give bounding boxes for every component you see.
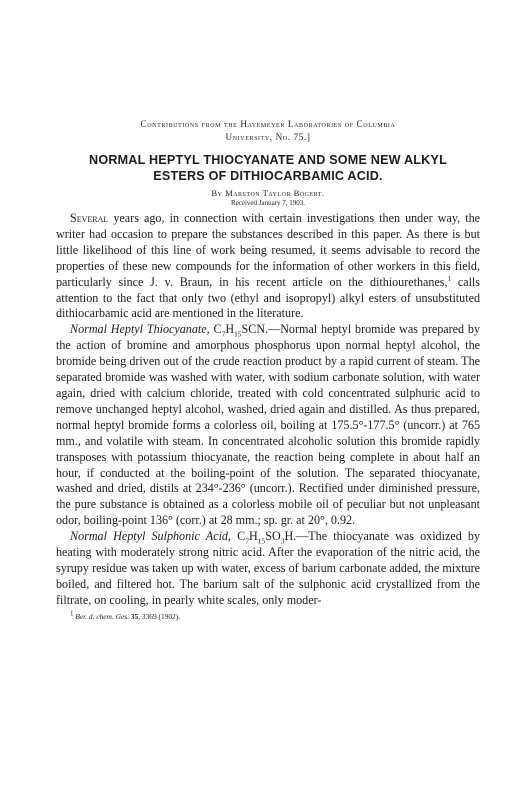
intro-paragraph xyxy=(56,211,480,322)
intro-text-b: calls attention to the fact that only two (ethyl and isopropyl) alkyl esters of unsubstituted dithiocarbamic acid are mentioned in the literature. xyxy=(56,274,480,321)
sulphonic-sub-o: 3 xyxy=(280,536,285,546)
thiocyanate-paragraph xyxy=(56,322,480,529)
title-line-1: NORMAL HEPTYL THIOCYANATE AND SOME NEW ALKYL xyxy=(89,153,447,167)
thiocyanate-sub-h: 15 xyxy=(234,329,242,339)
sulphonic-heading: Normal Heptyl Sulphonic Acid, xyxy=(70,529,231,544)
footnote-citation: Ber. d. chem. Ges. xyxy=(75,611,129,621)
intro-lead-word: Several xyxy=(70,211,109,225)
sulphonic-sub-h: 15 xyxy=(257,536,266,546)
received-date: Received January 7, 1903. xyxy=(230,199,306,207)
intro-text-a: years ago, in connection with certain investigations then under way, the writer had occasion to prepare the substances described in this paper. As there is but little likelihood of this line of work being resumed, it seems advisable to record the properties of these new compounds for the information of other workers in this field, particularly since J. v. Braun, in his recent article on the dithiourethanes, xyxy=(56,211,480,289)
thiocyanate-formula-c: C xyxy=(209,322,222,337)
title-line-2: ESTERS OF DITHIOCARBAMIC ACID. xyxy=(153,169,383,183)
thiocyanate-sub-c: 7 xyxy=(221,329,226,339)
sulphonic-formula-s: SO xyxy=(265,529,281,544)
article-title xyxy=(56,152,480,184)
footnote-pages: , 3369 (1902). xyxy=(138,611,181,621)
thiocyanate-formula-h: H xyxy=(225,322,235,337)
sulphonic-formula-h: H xyxy=(248,529,258,544)
footnote-reference: 1 xyxy=(447,274,452,283)
thiocyanate-formula-rest: SCN. xyxy=(241,322,269,337)
sulphonic-text: —The thiocyanate was oxidized by heating with moderately strong nitric acid. After the evaporation of the nitric acid, the syrupy residue was taken up with water, excess of barium carbonate added, the mixture boiled, and filtered hot. The barium salt of the sulphonic acid crystallized from the filtrate, on cooling, in pearly white scales, only moder- xyxy=(56,529,480,607)
thiocyanate-text: —Normal heptyl bromide was prepared by the action of bromine and amorphous phosphorus upon normal heptyl alcohol, the bromide being driven out of the crude reaction product by a rapid current of steam. The separated bromide was washed with water, with sodium carbonate solution, with water again, dried with calcium chloride, treated with cold concentrated sulphuric acid to remove unchanged heptyl alcohol, washed, dried again and distilled. As thus prepared, normal heptyl bromide forms a colorless oil, boiling at 175.5°-177.5° (uncorr.) at 765 mm., and volatile with steam. In concentrated alcoholic solution this bromide rapidly transposes with potassium thiocyanate, the reaction being complete in about half an hour, if conducted at the boiling-point of the solution. The separated thiocyanate, washed and dried, distils at 234°-236° (uncorr.). Rectified under diminished pressure, the pure substance is obtained as a colorless mobile oil of peculiar but not unpleasant odor, boiling-point 136° (corr.) at 28 mm.; sp. gr. at 20°, 0.92. xyxy=(56,322,480,528)
footnote-volume: 35 xyxy=(130,611,139,621)
sulphonic-paragraph xyxy=(56,529,480,609)
thiocyanate-heading: Normal Heptyl Thiocyanate, xyxy=(70,322,210,337)
series-line-1: Contributions from the Havemeyer Laboratories of Columbia xyxy=(140,119,396,129)
sulphonic-formula-rest: H. xyxy=(284,529,297,544)
sulphonic-formula-c: C xyxy=(231,529,246,544)
author-byline: By Marston Taylor Bogert. xyxy=(211,188,325,198)
footnote-mark: 1 xyxy=(70,609,74,618)
footnote xyxy=(56,609,480,621)
series-line-2: University, No. 75.] xyxy=(225,132,311,142)
series-header xyxy=(56,118,480,144)
sulphonic-sub-c: 7 xyxy=(245,536,249,546)
